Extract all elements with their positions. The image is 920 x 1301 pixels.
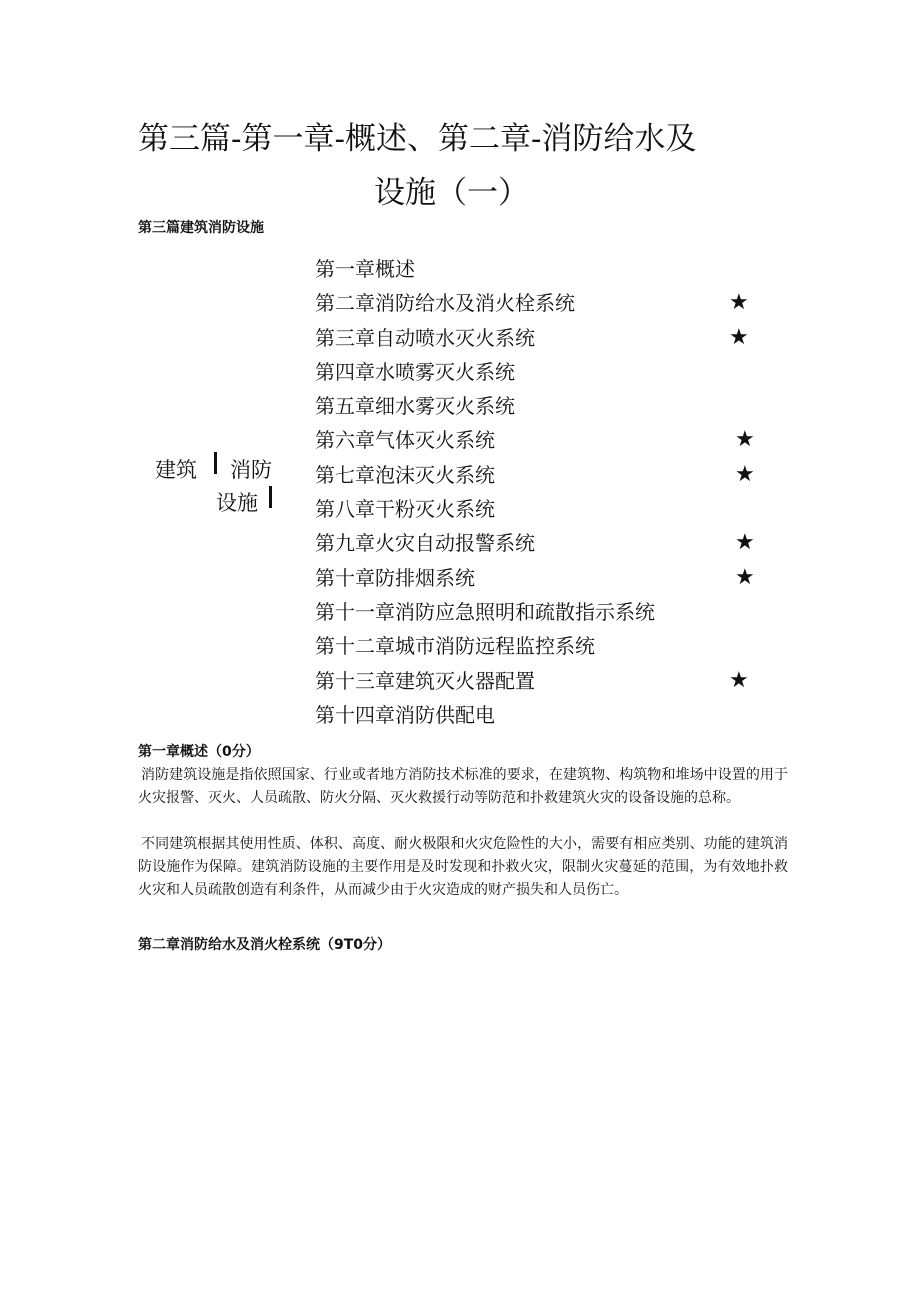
- chapter-item: [315, 252, 775, 286]
- chapter-item: [315, 492, 775, 526]
- chapter-label: 第一章概述: [315, 257, 415, 281]
- chapter-item: [315, 664, 775, 698]
- side-label-word3: 设施: [216, 491, 258, 515]
- divider-bar-2: [269, 486, 272, 508]
- chapter1-paragraph-1: 消防建筑设施是指依照国家、行业或者地方消防技术标准的要求，在建筑物、构筑物和堆场中设置的用于火灾报警、灭火、人员疏散、防火分隔、灭火救援行动等防范和扑救建筑火灾的设备设施的总称。: [138, 767, 788, 806]
- document-title-line1: 第三篇-第一章-概述、第二章-消防给水及: [138, 121, 697, 157]
- chapter2-heading: 第二章消防给水及消火栓系统（9T0分）: [138, 937, 392, 953]
- chapter-label: 第三章自动喷水灭火系统: [315, 325, 535, 350]
- chapter-item: [315, 629, 775, 663]
- chapter-label: 第十四章消防供配电: [315, 702, 495, 727]
- chapter-label: 第二章消防给水及消火栓系统: [315, 291, 575, 316]
- chapter-label: 第十一章消防应急照明和疏散指示系统: [315, 599, 655, 624]
- chapter-item: [315, 355, 775, 389]
- star-icon: ★: [729, 324, 749, 350]
- chapter-label: 第四章水喷雾灭火系统: [315, 359, 515, 384]
- chapter-item: [315, 595, 775, 629]
- chapter-label: 第八章干粉灭火系统: [315, 497, 495, 522]
- chapter-label: 第五章细水雾灭火系统: [315, 394, 515, 419]
- side-label-word2: 消防: [230, 458, 272, 482]
- star-icon: ★: [735, 461, 755, 487]
- chapter1-heading: 第一章概述（0分）: [138, 744, 260, 760]
- chapter-item: [315, 321, 775, 355]
- document-title: [138, 112, 758, 220]
- chapter-label: 第十章防排烟系统: [315, 565, 475, 590]
- chapter-item: [315, 698, 775, 732]
- chapter-item: [315, 286, 775, 320]
- star-icon: ★: [735, 427, 755, 453]
- star-icon: ★: [735, 530, 755, 556]
- chapter-item: [315, 458, 775, 492]
- chapter-item: [315, 561, 775, 595]
- star-icon: ★: [729, 667, 749, 693]
- chapter-label: 第六章气体灭火系统: [315, 428, 495, 453]
- document-title-line2: 设施（一）: [374, 175, 529, 211]
- chapter-item: [315, 389, 775, 423]
- star-icon: ★: [729, 290, 749, 316]
- chapter1-paragraph-2: 不同建筑根据其使用性质、体积、高度、耐火极限和火灾危险性的大小，需要有相应类别、功能的建筑消防设施作为保障。建筑消防设施的主要作用是及时发现和扑救火灾，限制火灾蔓延的范围，为有效地扑救火灾和人员疏散创造有利条件，从而减少由于火灾造成的财产损失和人员伤亡。: [138, 836, 788, 898]
- chapter-label: 第十三章建筑灭火器配置: [315, 668, 535, 693]
- chapter-item: [315, 423, 775, 457]
- chapter-label: 第七章泡沫灭火系统: [315, 462, 495, 487]
- chapter-list: [315, 252, 775, 732]
- side-label-word1: 建筑: [155, 458, 197, 482]
- chapter-label: 第九章火灾自动报警系统: [315, 531, 535, 556]
- part-heading: 第三篇建筑消防设施: [138, 220, 264, 236]
- divider-bar-1: [214, 452, 217, 474]
- chapter-label: 第十二章城市消防远程监控系统: [315, 634, 595, 659]
- chapter-item: [315, 526, 775, 560]
- star-icon: ★: [735, 564, 755, 590]
